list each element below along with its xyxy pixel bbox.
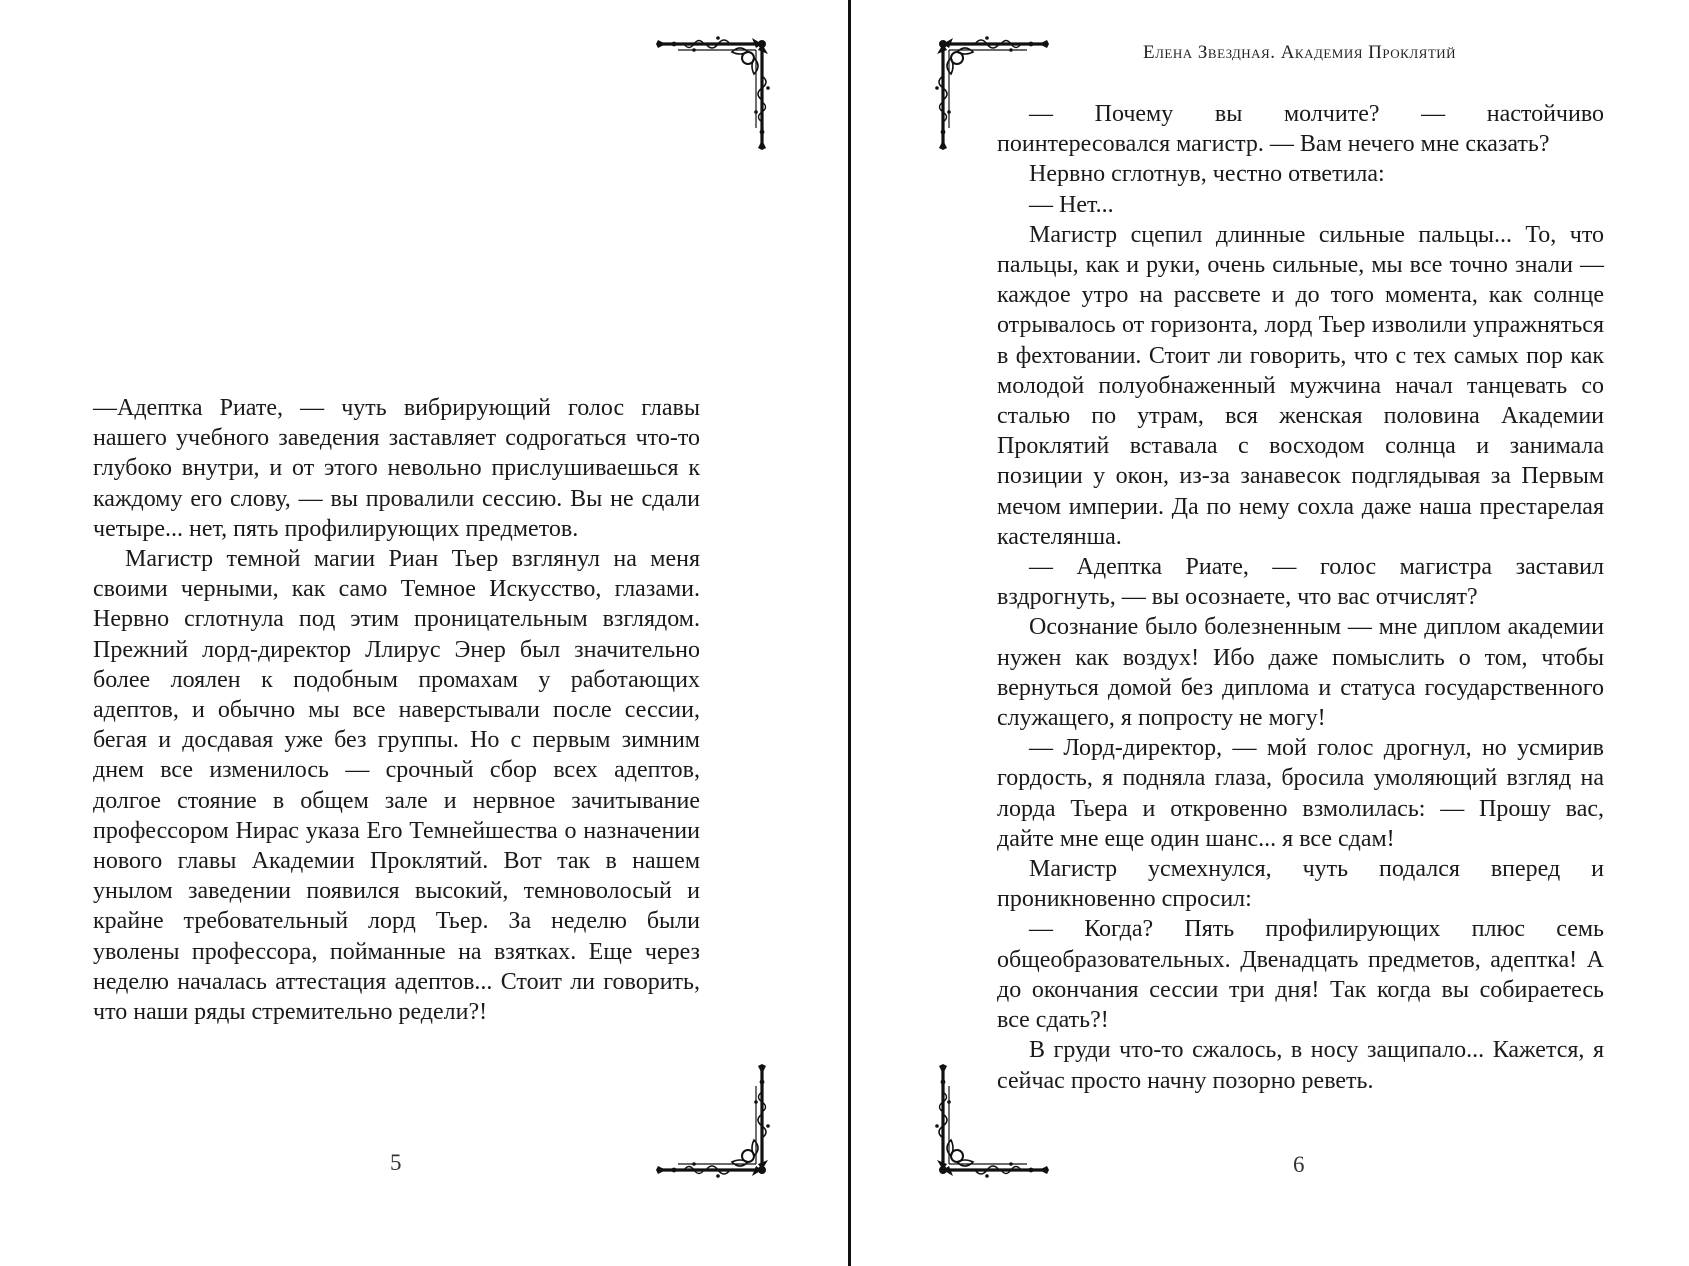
page-number: 5	[390, 1150, 402, 1175]
page-number: 6	[1293, 1152, 1305, 1177]
running-head: Елена Звездная. Академия Проклятий	[1143, 42, 1457, 63]
paragraph: Нервно сглотнув, честно ответила:	[1029, 161, 1385, 188]
paragraph: — Почему вы молчите? — настойчиво поинтересовался магистр. — Вам нечего мне сказать?	[997, 101, 1604, 158]
paragraph: Магистр усмехнулся, чуть подался вперед и проникновенно спросил:	[997, 856, 1604, 913]
left-page-text	[93, 393, 700, 1027]
ornamental-corner-icon	[650, 36, 770, 156]
paragraph: — Лорд-директор, — мой голос дрогнул, но усмирив гордость, я подняла глаза, бросила умоляющий взгляд на лорда Тьера и откровенно взмолилась: — Прошу вас, дайте мне еще один шанс... я все сдам!	[997, 735, 1604, 852]
paragraph: — Когда? Пять профилирующих плюс семь общеобразовательных. Двенадцать предметов, адептка! А до окончания сессии три дня! Так когда вы собираетесь все сдать?!	[997, 916, 1604, 1034]
paragraph: Осознание было болезненным — мне диплом академии нужен как воздух! Ибо даже помыслить о том, чтобы вернуться домой без диплома и статуса государственного служащего, я попросту не могу!	[997, 614, 1604, 732]
paragraph: — Адептка Риате, — голос магистра заставил вздрогнуть, — вы осознаете, что вас отчислят?	[997, 554, 1604, 611]
paragraph: В груди что-то сжалось, в носу защипало... Кажется, я сейчас просто начну позорно реветь.	[997, 1037, 1604, 1094]
paragraph: — Нет...	[1029, 191, 1114, 218]
right-page-text	[997, 99, 1604, 1096]
ornamental-corner-icon	[935, 1058, 1055, 1178]
ornamental-corner-icon	[650, 1058, 770, 1178]
paragraph: —Адептка Риате, — чуть вибрирующий голос главы нашего учебного заведения заставляет содрогаться что-то глубоко внутри, и от этого невольно прислушиваешься к каждому его слову, — вы провалили сессию. Вы не сдали четыре... нет, пять профилирующих предметов.	[93, 395, 700, 542]
paragraph: Магистр темной магии Риан Тьер взглянул на меня своими черными, как само Темное Искусство, глазами. Нервно сглотнула под этим проницательным взглядом. Прежний лорд-директор Ллирус Энер был значительно более лоялен к подобным промахам у работающих адептов, и обычно мы все наверстывали после сессии, бегая и досдавая уже без группы. Но с первым зимним днем все изменилось — срочный сбор всех адептов, долгое стояние в общем зале и нервное зачитывание профессором Нирас указа Его Темнейшества о назначении нового главы Академии Проклятий. Вот так в нашем унылом заведении появился высокий, темноволосый и крайне требовательный лорд Тьер. За неделю были уволены профессора, пойманные на взятках. Еще через неделю началась аттестация адептов... Стоит ли говорить, что наши ряды стремительно редели?!	[93, 546, 700, 1026]
paragraph: Магистр сцепил длинные сильные пальцы... То, что пальцы, как и руки, очень сильные, мы все точно знали — каждое утро на рассвете и до того момента, как солнце отрывалось от горизонта, лорд Тьер изволили упражняться в фехтовании. Стоит ли говорить, что с тех самых пор как молодой полуобнаженный мужчина начал танцевать со сталью по утрам, вся женская половина Академии Проклятий вставала с восходом солнца и занимала позиции у окон, из-за занавесок подглядывая за Первым мечом империи. Да по нему сохла даже наша престарелая кастелянша.	[997, 221, 1604, 550]
